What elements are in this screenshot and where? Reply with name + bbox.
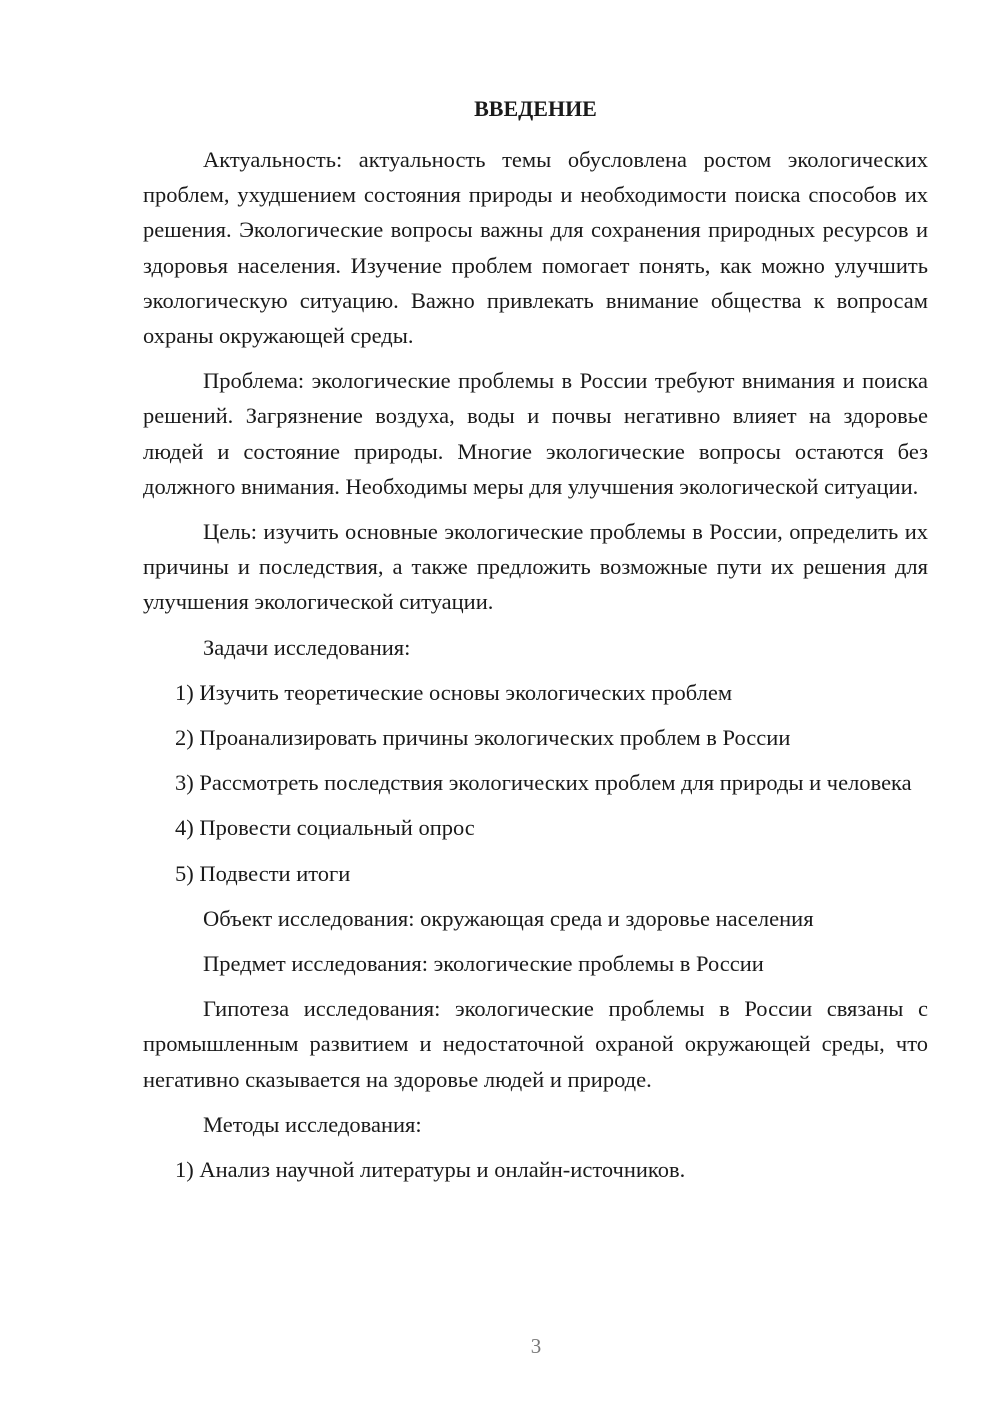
research-subject: Предмет исследования: экологические проблемы в России — [203, 951, 764, 977]
hypothesis-paragraph: Гипотеза исследования: экологические проблемы в России связаны с промышленным развитием и недостаточной охраной окружающей среды, что негативно сказывается на здоровье людей и природе. — [143, 996, 928, 1092]
method-item: 1) Анализ научной литературы и онлайн-источников. — [175, 1157, 686, 1183]
task-item: 4) Провести социальный опрос — [175, 815, 475, 841]
problem-paragraph: Проблема: экологические проблемы в России требуют внимания и поиска решений. Загрязнение воздуха, воды и почвы негативно влияет на здоровье людей и состояние природы. Многие экологические вопросы остаются без должного внимания. Необходимы меры для улучшения экологической ситуации. — [143, 368, 928, 499]
document-body — [143, 94, 928, 1197]
task-item: 1) Изучить теоретические основы экологических проблем — [175, 679, 733, 705]
relevance-paragraph: Актуальность: актуальность темы обусловлена ростом экологических проблем, ухудшением состояния природы и необходимости поиска способов их решения. Экологические вопросы важны для сохранения природных ресурсов и здоровья населения. Изучение проблем помогает понять, как можно улучшить экологическую ситуацию. Важно привлекать внимание общества к вопросам охраны окружающей среды. — [143, 147, 928, 349]
goal-paragraph: Цель: изучить основные экологические проблемы в России, определить их причины и последствия, а также предложить возможные пути их решения для улучшения экологической ситуации. — [143, 519, 928, 615]
task-item: 2) Проанализировать причины экологических проблем в России — [175, 725, 791, 751]
task-item: 5) Подвести итоги — [175, 860, 351, 886]
section-title: ВВЕДЕНИЕ — [474, 96, 597, 121]
page-number: 3 — [530, 1334, 542, 1358]
methods-heading: Методы исследования: — [203, 1111, 422, 1137]
task-item: 3) Рассмотреть последствия экологических проблем для природы и человека — [175, 770, 912, 796]
tasks-heading: Задачи исследования: — [203, 634, 411, 660]
research-object: Объект исследования: окружающая среда и здоровье населения — [203, 905, 814, 931]
